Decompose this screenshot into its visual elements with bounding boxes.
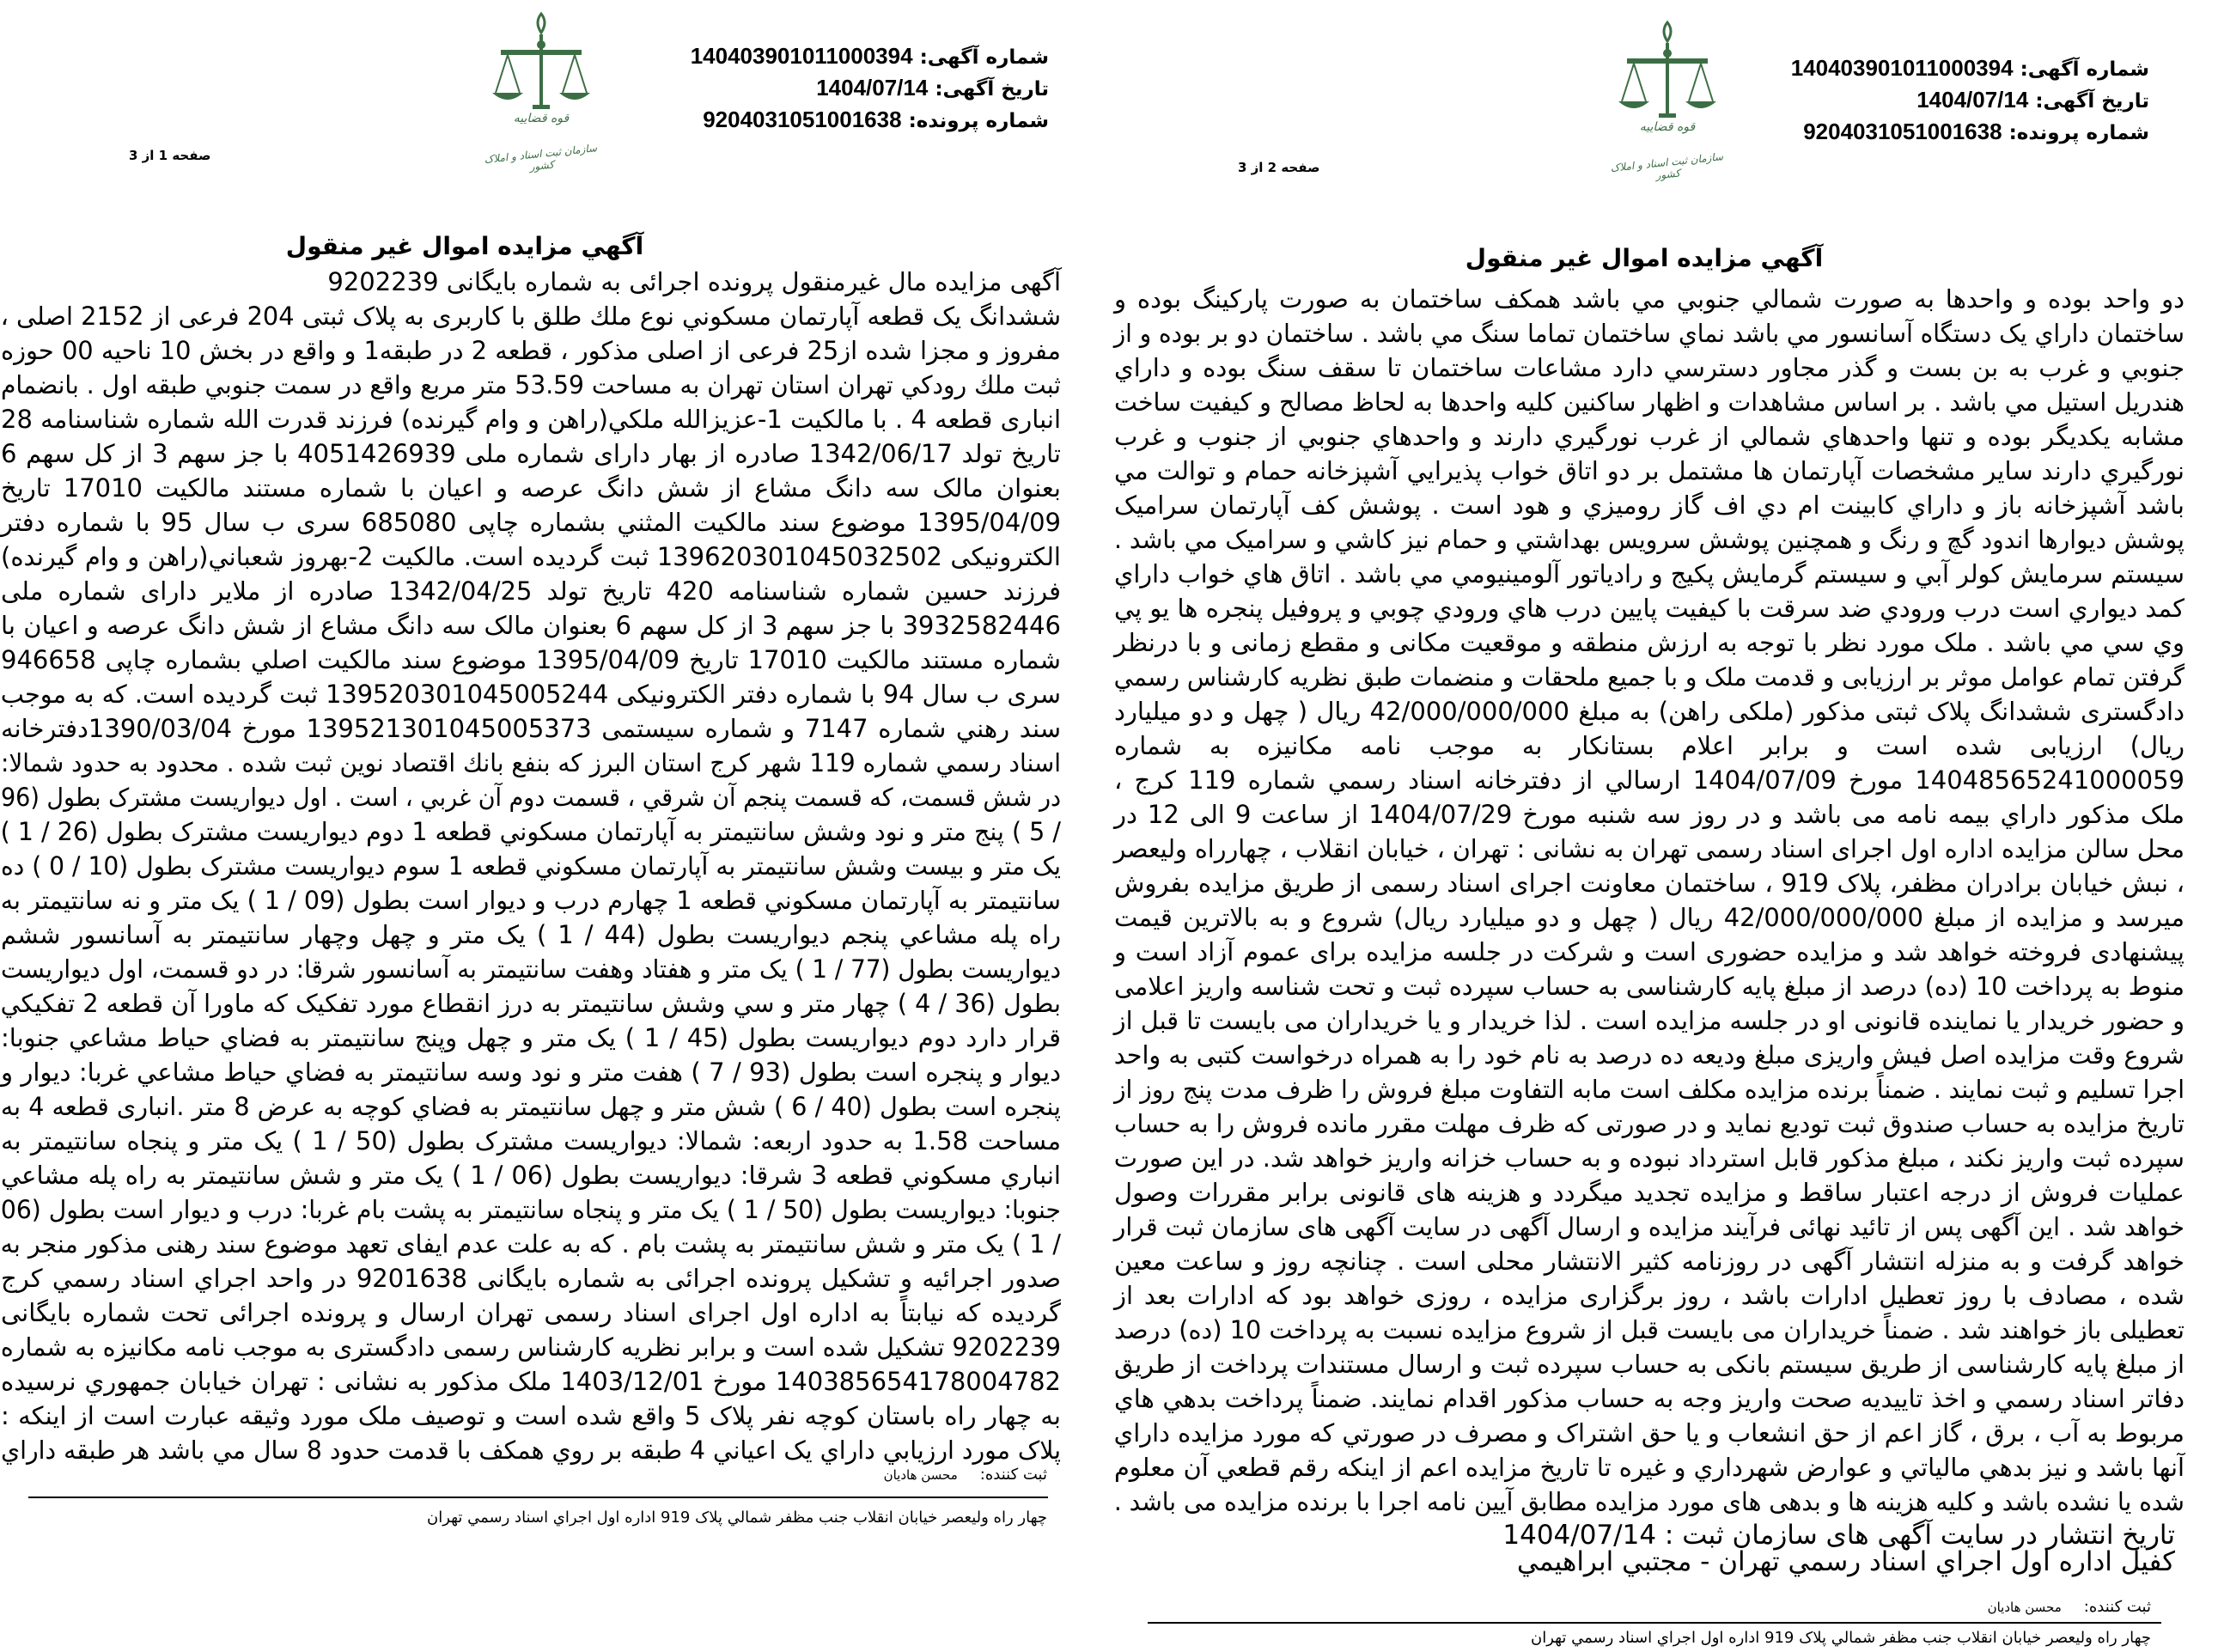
text-line: پلاک مورد ارزيابي داراي يک اعياني 4 طبقه بر روي همكف با قدمت حدود 8 سال مي باشد هر طبقه داراي [1, 1436, 1061, 1465]
text-line: 9202239 تشكيل شده است و برابر نظريه كارشناس رسمی دادگستری به موجب نامه مكانيزه به شماره [0, 1332, 1061, 1362]
text-line: 1395/04/09 موضوع سند مالكيت المثني بشماره چاپی 685080 سری ب سال 95 با شماره دفتر [1, 508, 1061, 537]
text-line: ، نبش خيابان برادران مظفر، پلاک 919 ، ساختمان معاونت اجرای اسناد رسمی از طريق مزايده بفروش [1114, 869, 2184, 898]
text-line: راه پله مشاعي پنجم ديواريست بطول (44 / 1 ) يک متر و چهل وچهار سانتيمتر به آسانسور ششم [1, 920, 1062, 949]
text-line: وي سي مي باشد . ملک مورد نظر با توجه به ارزش منطقه و موقعيت مكانی و مقطع زمانی و با درنظر [1114, 628, 2184, 657]
text-line: جنوبي و غرب به بن بست و گذر مجاور دسترسي دارد مشاعات ساختمان تا سقف سنگ بوده و داراي [1114, 353, 2184, 382]
logo-subcaption: سازمان ثبت اسناد و املاک کشور [483, 142, 598, 174]
case-number: 9204031051001638 [703, 107, 902, 132]
text-line: پوشش ديوارها اندود گچ و رنگ و همچنين پوشش سرويس بهداشتي و حمام نيز كاشي و سراميک مي باشد . [1114, 525, 2184, 554]
text-line: پيشنهادی فروخته خواهد شد و مزايده حضوری است و شركت در جلسه مزايده برای عموم آزاد است و [1114, 937, 2184, 966]
text-line: ساختمان داراي يک دستگاه آسانسور مي باشد نماي ساختمان تماما سنگ مي باشد . ساختمان دو بر بوده و از [1113, 319, 2184, 348]
text-line: ديواريست بطول (77 / 1 ) يک متر و هفتاد وهفت سانتيمتر به آسانسور شرقا: در دو قسمت، اول ديواريست [1, 954, 1062, 984]
page-number: صفحه 2 از 3 [1238, 160, 1320, 175]
text-line: ثبت ملك رودكي تهران استان تهران به مساحت 53.59 متر مربع واقع در سمت جنوبي طبقه اول . بانضمام [1, 370, 1062, 399]
footer-divider [28, 1497, 1048, 1498]
text-line: جنوبا: ديواريست بطول (50 / 1 ) يک متر و پنجاه سانتيمتر به پشت بام غربا: درب و ديوار است بطول (06 [0, 1195, 1061, 1224]
text-line: مفروز و مجزا شده از25 فرعی از اصلی مذكور ، قطعه 2 در طبقه1 و واقع در بخش 10 ناحيه 00 حوزه [1, 336, 1062, 365]
publish-info [1502, 1522, 2175, 1576]
text-line: تاريخ تولد 1342/06/17 صادره از بهار دارای شماره ملی 4051426939 با جز سهم 3 از كل سهم 6 [1, 439, 1061, 468]
footer-address: چهار راه وليعصر خيابان انقلاب جنب مظفر شمالي پلاک 919 اداره اول اجراي اسناد رسمي تهران [426, 1509, 1047, 1527]
signer-label: ثبت كننده: [2083, 1598, 2151, 1616]
ad-number: 140403901011000394 [690, 43, 913, 69]
official-signature: كفيل اداره اول اجراي اسناد رسمي تهران - مجتبي ابراهيمي [1516, 1546, 2175, 1577]
ad-date-label: تاریخ آگهی: [935, 78, 1049, 101]
text-line: خواهد شد . اين آگهی پس از تائيد نهائی فرآيند مزايده و ارسال آگهی در سايت آگهی های سازمان ثبت قرار [1113, 1212, 2184, 1241]
text-line: بطول (36 / 4 ) چهار متر و سي وشش سانتيمتر به درز انقطاع مورد تفكيک كه ماورا آن قطعه 2 تفكيكي [0, 989, 1061, 1018]
text-line: مساحت 1.58 به حدود اربعه: شمالا: ديواريست مشترک بطول (50 / 1 ) يک متر و پنجاه سانتيمتر به [1, 1126, 1061, 1155]
text-line: شماره مستند مالكيت 17010 تاريخ 1395/04/09 موضوع سند مالكيت اصلي بشماره چاپی 946658 [1, 645, 1061, 674]
signer-name: محسن هاديان [883, 1467, 958, 1483]
text-line: تاريخ مزايده به حساب صندوق ثبت توديع نمايد و در صورتی كه ظرف مهلت مقرر مانده فروش را به حساب [1114, 1109, 2184, 1138]
text-line: صدور اجرائيه و تشكيل پرونده اجرائی به شماره بايگانی 9201638 در واحد اجراي اسناد رسمي كرج [1, 1264, 1062, 1293]
page-title: آگهي مزايده اموال غير منقول [1465, 244, 1824, 272]
page-title: آگهي مزايده اموال غير منقول [285, 232, 644, 260]
text-line: شده ، مصادف با روز تعطيل ادارات باشد ، روز برگزاری مزايده ، روزی خواهد بود كه ادارات بعد از [1114, 1281, 2184, 1310]
text-line: 14048565241000059 مورخ 1404/07/09 ارسالي از دفترخانه اسناد رسمي شماره 119 كرج ، [1114, 765, 2184, 795]
text-line: و حضور خريدار يا نماينده قانونی او در جلسه مزايده است . لذا خريدار و يا خريداران می بايست تا قبل از [1113, 1006, 2184, 1035]
text-line: كمد ديواري است درب ورودي ضد سرقت با كيفيت پايين درب هاي ورودي چوبي و پروفيل پنجره ها يو پي [1114, 594, 2184, 623]
ad-header [691, 41, 1049, 137]
text-line: سند رهني شماره 7147 و شماره سيستمی 139521301045005373 مورخ 1390/03/04دفترخانه [1, 714, 1061, 743]
text-line: انباری قطعه 4 . با مالكيت 1-عزيزالله ملكي(راهن و وام گيرنده) فرزند قدرت الله شماره شناسنامه 28 [1, 405, 1061, 434]
text-line: پنجره است بطول (40 / 6 ) شش متر و چهل سانتيمتر به فضاي كوچه به عرض 8 متر .انباری قطعه 4 به [0, 1092, 1061, 1121]
text-line: انباري مسكوني قطعه 3 شرقا: ديواريست بطول (06 / 1 ) يک متر و شش سانتيمتر به راه پله مشاعي [1, 1161, 1061, 1190]
text-line: در شش قسمت، كه قسمت پنجم آن شرقي ، قسمت دوم آن غربي ، است . اول ديواريست مشترک بطول (96 [1, 783, 1062, 812]
text-line: آنها باشد و نيز بدهي مالياتي و عوارض شهرداري و غيره تا تاريخ مزايده اعم از اينكه رقم قطعي آن معلوم [1114, 1453, 2184, 1482]
case-number-label: شماره پرونده: [2008, 122, 2149, 144]
publish-label: تاريخ انتشار در سايت آگهی های سازمان ثبت : [1664, 1520, 2175, 1551]
signer-name: محسن هاديان [1987, 1600, 2062, 1615]
signer [862, 1466, 1047, 1484]
text-line: باشد آشپزخانه باز و داراي كابينت ام دي اف گاز روميزي و هود است . پوشش كف آپارتمان سراميک [1114, 491, 2184, 520]
footer-address: چهار راه وليعصر خيابان انقلاب جنب مظفر شمالي پلاک 919 اداره اول اجراي اسناد رسمي تهران [1530, 1629, 2151, 1647]
text-line: دفاتر اسناد رسمي و اخذ تاييديه صحت واريز وجه به حساب مذكور اقدام نمايند. ضمناً پرداخت بدهي هاي [1114, 1384, 2184, 1413]
logo-caption: قوه قضاییه [513, 112, 570, 125]
case-number: 9204031051001638 [1803, 119, 2002, 144]
judiciary-logo [1609, 19, 1724, 199]
text-line: / 5 ) پنج متر و نود وشش سانتيمتر به آپارتمان مسكوني قطعه 1 دوم ديواريست مشترک بطول (26 / 1 ) [0, 817, 1061, 846]
notice-body [1, 265, 1061, 1467]
text-line: آگهی مزایده مال غیرمنقول پرونده اجرائی به شماره بایگانی 9202239 [327, 267, 1061, 296]
text-line: شروع وقت مزايده اصل فيش واريزی مبلغ وديعه ده درصد به نام خود را به همراه درخواست كتبی به واحد [1113, 1040, 2184, 1070]
text-line: بعنوان مالک سه دانگ مشاع از شش دانگ عرصه و اعيان با شماره مستند مالكيت 17010 تاريخ [1, 473, 1061, 503]
text-line: شده يا نشده باشد و كليه هزينه ها و بدهی های مورد مزايده مطابق آيين نامه اجرا با برنده مزايده می باشد . [1113, 1487, 2184, 1516]
text-line: 140385654178004782 مورخ 1403/12/01 ملک مذكور به نشانی : تهران خيابان جمهوري نرسيده [1, 1367, 1061, 1396]
page-2 [1109, 0, 2218, 1652]
ad-date: 1404/07/14 [1916, 87, 2029, 113]
scales-of-justice-icon [1612, 19, 1723, 122]
text-line: از مبلغ پايه كارشناسی از طريق سيستم بانكی به حساب سپرده ثبت و ارسال مستندات پرداخت از طريق [1114, 1350, 2184, 1379]
ad-date: 1404/07/14 [816, 75, 929, 101]
ad-number-label: شماره آگهی: [2020, 58, 2149, 81]
text-line: مشابه يكديگر بوده و تنها واحدهاي شمالي از غرب نورگيري دارند و واحدهاي جنوبي از جنوب و غرب [1114, 422, 2184, 451]
case-number-label: شماره پرونده: [908, 110, 1049, 132]
text-line: دو واحد بوده و واحدها به صورت شمالي جنوبي مي باشد همكف ساختمان به صورت پاركينگ بوده و [1114, 284, 2184, 314]
ad-header [1791, 53, 2149, 149]
text-line: گرديده كه نيابتاً به اداره اول اجرای اسناد رسمی تهران ارسال و پرونده اجرائی تحت شماره بايگانی [1, 1298, 1061, 1327]
text-line: 3932582446 با جز سهم 3 از كل سهم 6 بعنوان مالک سه دانگ مشاع از شش دانگ عرصه و اعيان با [1, 611, 1061, 640]
text-line: اسناد رسمي شماره 119 شهر كرج استان البرز كه بنفع بانك اقتصاد نوين ثبت شده . محدود به حدود شمالا: [1, 748, 1061, 777]
text-line: سپرده ثبت واريز نكند ، مبلغ مذكور قابل استرداد نبوده و به حساب خزانه واريز خواهد شد. در اين صورت [1113, 1143, 2184, 1173]
text-line: سيستم سرمايش كولر آبي و سيستم گرمايش پكيج و رادياتور آلومينيومي مي باشد . اتاق هاي خواب داراي [1113, 559, 2184, 588]
text-line: ديوار و پنجره است بطول (93 / 7 ) هفت متر و نود وسه سانتيمتر به فضاي حياط مشاعي غربا: ديوار و [1, 1058, 1061, 1087]
text-line: اجرا تسليم و ثبت نمايند . ضمناً برنده مزايده مكلف است مابه التفاوت مبلغ فروش را ظرف مدت پنج روز از [1114, 1075, 2184, 1104]
text-line: منوط به پرداخت 10 (ده) درصد از مبلغ پايه كارشناسی به حساب سپرده ثبت و تحت شناسه واريز اعلامی [1114, 972, 2184, 1001]
text-line: ميرسد و مزايده از مبلغ 42/000/000/000 ريال ( چهل و دو ميليارد ريال) شروع و به بالاترين قيمت [1114, 903, 2184, 932]
text-line: گرفتن تمام عوامل موثر بر ارزيابی و قدمت ملک و با جميع ملحقات و منضمات طبق نظريه كارشناس رسمي [1113, 662, 2184, 692]
text-line: ريال) ارزيابی شده است و برابر اعلام بستانكار به موجب نامه مكانيزه به شماره [1114, 731, 2184, 760]
ad-date-label: تاریخ آگهی: [2035, 90, 2149, 113]
text-line: نورگيري دارند ساير مشخصات آپارتمان ها مشتمل بر دو اتاق خواب پذيرايي آشپزخانه حمام و توالت مي [1114, 456, 2184, 485]
text-line: ملک مذكور داراي بيمه نامه می باشد و در روز سه شنبه مورخ 1404/07/29 از ساعت 9 الی 12 در [1114, 800, 2184, 829]
text-line: سانتيمتر به آپارتمان مسكوني قطعه 1 چهارم درب و ديوار است بطول (09 / 1 ) يک متر و نه سانتيمتر به [0, 886, 1061, 915]
text-line: سری ب سال 94 با شماره دفتر الكترونيكی 139520301045005244 ثبت گرديده است. كه به موجب [0, 680, 1061, 709]
logo-caption: قوه قضاییه [1639, 120, 1696, 134]
text-line: دادگستری ششدانگ پلاک ثبتی مذكور (ملکی راهن) به مبلغ 42/000/000/000 ريال ( چهل و دو ميليارد [1114, 697, 2184, 726]
text-line: ششدانگ یک قطعه آپارتمان مسكوني نوع ملك طلق با كاربری به پلاک ثبتی 204 فرعی از 2152 اصلی ، [0, 302, 1061, 331]
text-line: الكترونيكی 139620301045032502 ثبت گرديده است. مالكيت 2-بهروز شعباني(راهن و وام گيرنده) [1, 542, 1061, 571]
text-line: قرار دارد دوم ديواريست بطول (45 / 1 ) يک متر و چهل وپنج سانتيمتر به فضاي حياط مشاعي جنوبا: [1, 1023, 1061, 1052]
notice-body [1114, 282, 2184, 1519]
text-line: تعطيلی باز خواهند شد . ضمناً خريداران می بايست قبل از شروع مزايده نسبت به پرداخت 10 (ده) درصد [1114, 1315, 2185, 1344]
text-line: خواهد گرفت و به منزله انتشار آگهی در روزنامه كثير الانتشار محلی است . چنانچه روز و ساعت معين [1114, 1247, 2184, 1276]
text-line: / 1 ) يک متر و شش سانتيمتر به پشت بام . كه به علت عدم ايفای تعهد موضوع سند رهنی مذكور منجر به [0, 1229, 1061, 1259]
text-line: فرزند حسين شماره شناسنامه 420 تاريخ تولد 1342/04/25 صادره از ملاير دارای شماره ملی [1, 576, 1061, 606]
ad-number-label: شماره آگهی: [919, 46, 1049, 69]
text-line: عمليات فروش از درجه اعتبار ساقط و مزايده تجديد ميگردد و هزينه های قانونی برابر مقررات وصول [1114, 1178, 2184, 1207]
page-number: صفحه 1 از 3 [129, 148, 211, 163]
scales-of-justice-icon [485, 10, 597, 113]
ad-number: 140403901011000394 [1790, 55, 2014, 81]
judiciary-logo [485, 10, 597, 191]
signer [1965, 1598, 2151, 1616]
publish-date: 1404/07/14 [1502, 1520, 1657, 1551]
footer-divider [1148, 1622, 2161, 1624]
text-line: به چهار راه باستان كوچه نفر پلاک 5 واقع شده است و توصيف ملک مورد وثيقه عبارت است از اينكه : [1, 1401, 1061, 1430]
logo-subcaption: سازمان ثبت اسناد و املاک کشور [1609, 150, 1724, 182]
text-line: مربوط به آب ، برق ، گاز اعم از حق انشعاب و يا حق اشتراک و مصرف در صورتي كه مورد مزايده داراي [1113, 1418, 2184, 1448]
signer-label: ثبت كننده: [979, 1466, 1047, 1484]
text-line: هندريل استيل مي باشد . بر اساس مشاهدات و اظهار ساكنين كليه واحدها به لحاظ مصالح و كيفيت ساخت [1114, 387, 2184, 417]
text-line: محل سالن مزايده اداره اول اجرای اسناد رسمی تهران به نشانی : تهران ، خيابان انقلاب ، چهارراه وليعصر [1113, 834, 2184, 863]
text-line: يک متر و بيست وشش سانتيمتر به آپارتمان مسكوني قطعه 1 سوم ديواريست مشترک بطول (10 / 0 ) ده [1, 851, 1062, 881]
